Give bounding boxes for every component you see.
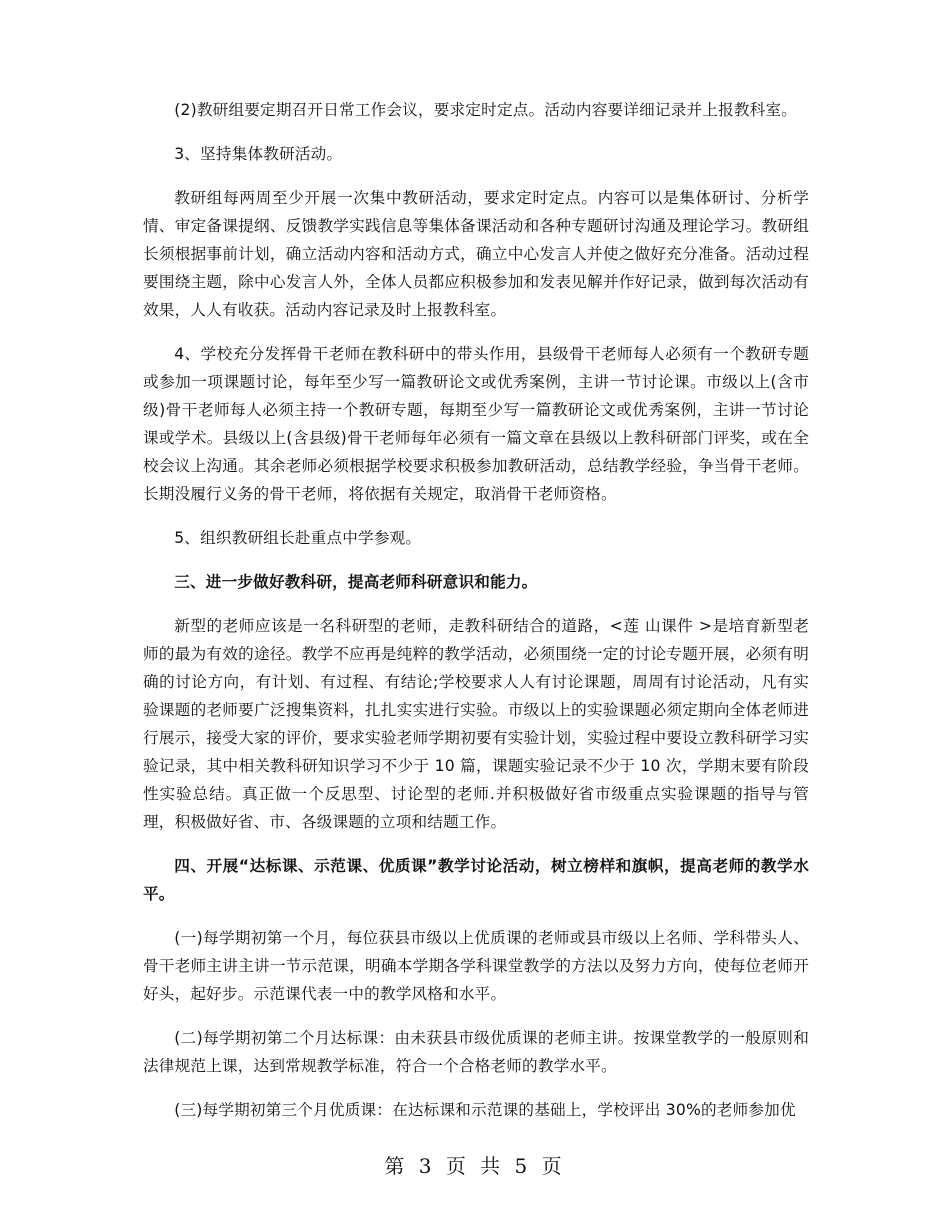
paragraph: 3、坚持集体教研活动。 <box>174 145 343 163</box>
paragraph: 4、学校充分发挥骨干老师在教科研中的带头作用，县级骨干老师每人必须有一个教研专题或参加一项课题讨论，每年至少写一篇教研论文或优秀案例，主讲一节讨论课。市级以上(含市级)骨干老师每人必须主持一个教研专题，每期至少写一篇教研论文或优秀案例，主讲一节讨论课或学术。县级以上(含县级)骨干老师每年必须有一篇文章在县级以上教科研部门评奖，或在全校会议上沟通。其余老师必须根据学校要求积极参加教研活动，总结教学经验，争当骨干老师。长期没履行义务的骨干老师，将依据有关规定，取消骨干老师资格。 <box>143 345 809 503</box>
document-body <box>143 96 809 1140</box>
paragraph: 5、组织教研组长赴重点中学参观。 <box>174 529 422 547</box>
section-heading: 三、进一步做好教科研，提高老师科研意识和能力。 <box>174 573 538 591</box>
paragraph: (一)每学期初第一个月，每位获县市级以上优质课的老师或县市级以上名师、学科带头人、骨干老师主讲主讲一节示范课，明确本学期各学科课堂教学的方法以及努力方向，使每位老师开好头，起好步。示范课代表一中的教学风格和水平。 <box>143 929 809 1003</box>
page-number-footer: 第 3 页 共 5 页 <box>384 1154 566 1178</box>
paragraph: (2)教研组要定期召开日常工作会议，要求定时定点。活动内容要详细记录并上报教科室。 <box>174 101 798 119</box>
paragraph: (二)每学期初第二个月达标课：由未获县市级优质课的老师主讲。按课堂教学的一般原则和法律规范上课，达到常规教学标准，符合一个合格老师的教学水平。 <box>143 1029 809 1075</box>
paragraph: 新型的老师应该是一名科研型的老师，走教科研结合的道路，<莲 山课件 >是培育新型老师的最为有效的途径。教学不应再是纯粹的教学活动，必须围绕一定的讨论专题开展，必须有明确的讨论方向，有计划、有过程、有结论;学校要求人人有讨论课题，周周有讨论活动，凡有实验课题的老师要广泛搜集资料，扎扎实实进行实验。市级以上的实验课题必须定期向全体老师进行展示，接受大家的评价，要求实验老师学期初要有实验计划，实验过程中要设立教科研学习实验记录，其中相关教科研知识学习不少于 10 篇，课题实验记录不少于 10 次，学期末要有阶段性实验总结。真正做一个反思型、讨论型的老师.并积极做好省市级重点实验课题的指导与管理，积极做好省、市、各级课题的立项和结题工作。 <box>143 617 809 831</box>
paragraph: (三)每学期初第三个月优质课：在达标课和示范课的基础上，学校评出 30%的老师参加优 <box>174 1101 796 1119</box>
section-heading: 四、开展“达标课、示范课、优质课”教学讨论活动，树立榜样和旗帜，提高老师的教学水平。 <box>143 857 809 903</box>
paragraph: 教研组每两周至少开展一次集中教研活动，要求定时定点。内容可以是集体研讨、分析学情、审定备课提纲、反馈教学实践信息等集体备课活动和各种专题研讨沟通及理论学习。教研组长须根据事前计划，确立活动内容和活动方式，确立中心发言人并使之做好充分准备。活动过程要围绕主题，除中心发言人外，全体人员都应积极参加和发表见解并作好记录，做到每次活动有效果，人人有收获。活动内容记录及时上报教科室。 <box>143 189 809 319</box>
